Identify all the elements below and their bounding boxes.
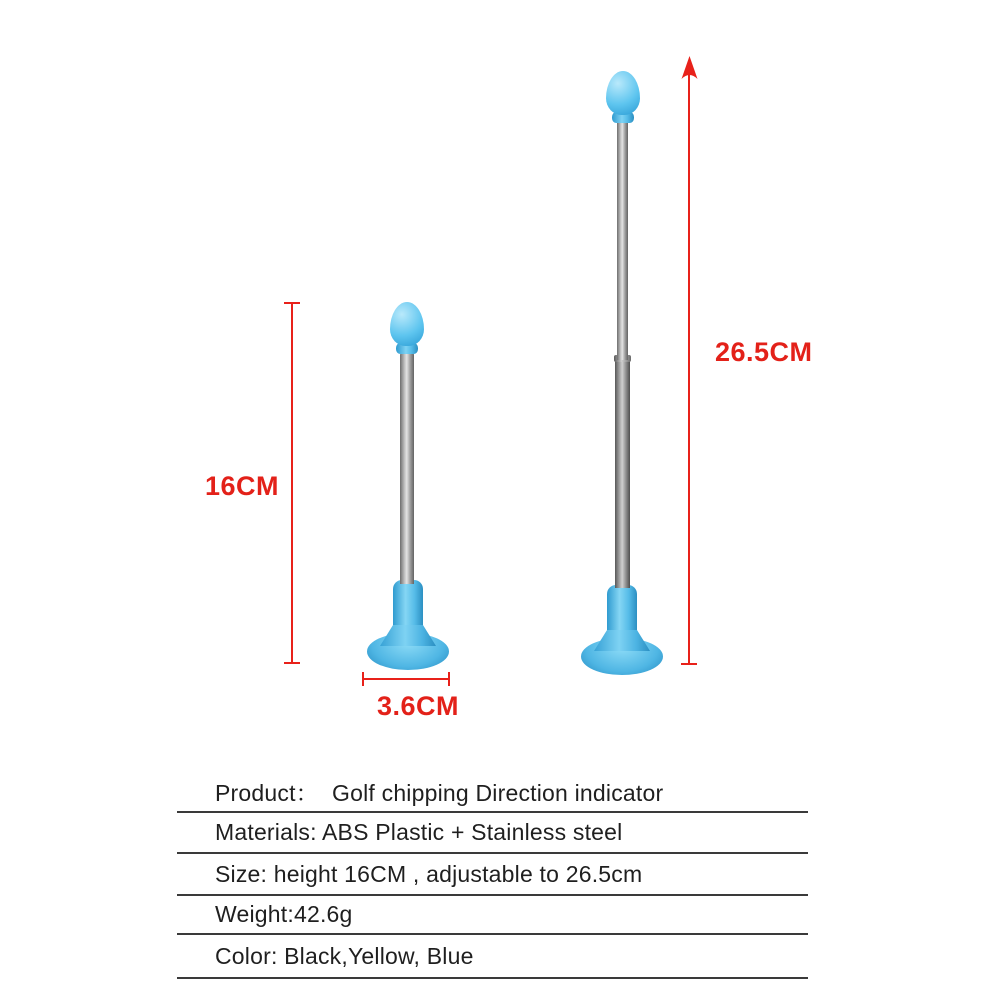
spec-text: Color: Black,Yellow, Blue: [215, 942, 474, 969]
dim-line: [291, 303, 293, 663]
spec-row-size: [177, 854, 808, 896]
spec-row-color: [177, 935, 808, 979]
dim-cap-bottom: [284, 662, 300, 664]
spec-row-materials: [177, 813, 808, 854]
spec-table: [177, 771, 808, 979]
short-height-label: 16CM: [205, 471, 280, 501]
short-indicator-rod: [400, 352, 414, 584]
short-indicator-tip: [390, 302, 424, 346]
dim-cap-right: [448, 672, 450, 686]
spec-row-weight: [177, 896, 808, 935]
spec-text: Weight:42.6g: [215, 901, 353, 927]
tall-height-label: 26.5CM: [715, 337, 813, 367]
spec-text: Product： Golf chipping Direction indicator: [215, 779, 664, 806]
dim-cap-bottom: [681, 663, 697, 665]
tall-indicator-rod-upper: [617, 120, 628, 360]
tall-indicator-tip: [606, 71, 640, 115]
spec-text: Materials: ABS Plastic + Stainless steel: [215, 819, 623, 845]
spec-row-product: [177, 771, 808, 813]
base-width-label: 3.6CM: [377, 691, 460, 721]
dim-line: [688, 74, 690, 664]
spec-text: Size: height 16CM , adjustable to 26.5cm: [215, 860, 643, 887]
tall-indicator-rod-lower: [615, 358, 630, 588]
tall-indicator-holder: [607, 585, 637, 630]
short-indicator-holder: [393, 580, 423, 625]
dim-line: [363, 678, 449, 680]
